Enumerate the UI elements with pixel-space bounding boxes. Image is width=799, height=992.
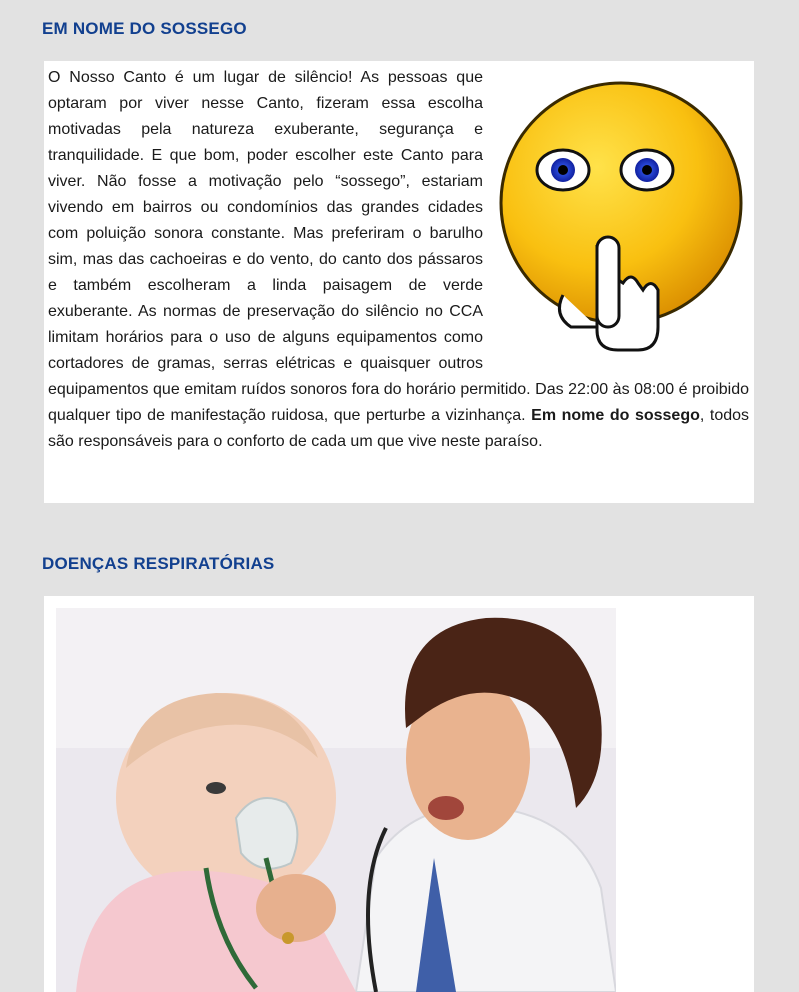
shushing-smiley-icon [493,65,749,355]
article-text [48,65,749,455]
article-text-bold: Em nome do sossego [531,407,700,424]
section-title-doencas: DOENÇAS RESPIRATÓRIAS [42,554,275,573]
article-text-main: O Nosso Canto é um lugar de silêncio! As pessoas que optaram por viver nesse Canto, fizeram essa escolha motivadas pela natureza exuberante, segurança e tranquilidade. E que bom, poder escolher este Canto para viver. Não fosse a motivação pelo “sossego”, estariam vivendo em bairros ou condomínios das grandes cidades com poluição sonora constante. Mas preferiram o barulho sim, mas das cachoeiras e do vento, do canto dos pássaros e também escolheram a linda paisagem de verde exuberante. As normas de preservação do silêncio no CCA limitam horários para o uso de alguns equipamentos como cortadores de gramas, serras elétricas e quaisquer outros equipamentos que emitam ruídos sonoros fora do horário permitido. Das 22:00 às 08:00 é proibido qualquer tipo de manifestação ruidosa, que perturbe a vizinhança. [48,69,749,424]
article-card-doencas [44,596,754,992]
article-text-end: , todos são responsáveis para o conforto de cada um que vive neste paraíso. [48,407,750,450]
doctor-nebulizer-baby-photo [56,608,616,992]
section-title-sossego: EM NOME DO SOSSEGO [42,19,247,38]
article-card-sossego [44,61,754,503]
